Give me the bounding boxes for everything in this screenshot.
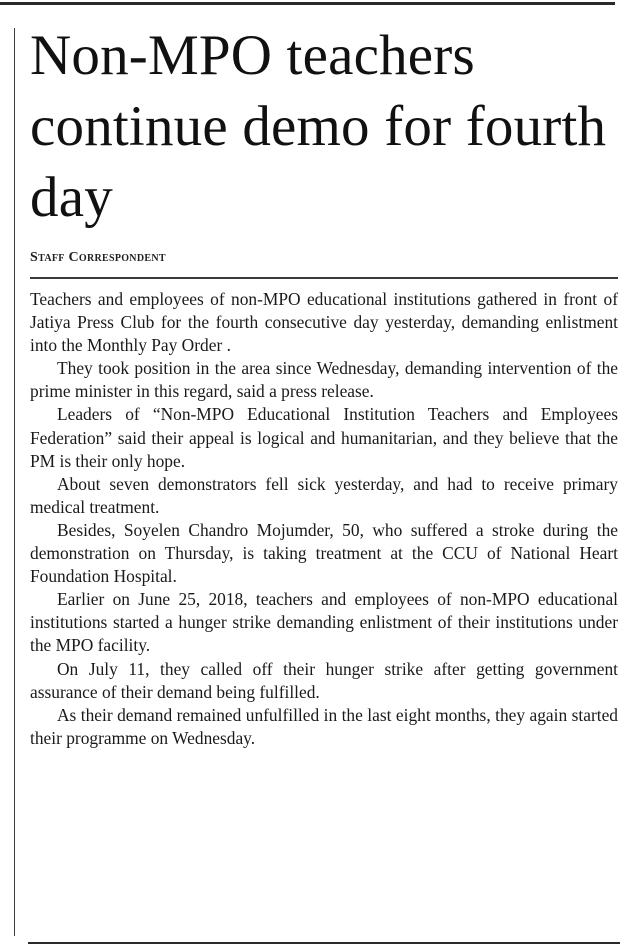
article-paragraph: About seven demonstrators fell sick yesterday, and had to receive primary medical treatment. (30, 473, 618, 517)
article-body (30, 288, 618, 750)
left-column-rule (14, 28, 15, 936)
bottom-column-rule (28, 942, 620, 944)
news-article (30, 20, 618, 750)
article-paragraph: Teachers and employees of non-MPO educational institutions gathered in front of Jatiya Press Club for the fourth consecutive day yesterday, demanding enlistment into the Monthly Pay Order . (30, 289, 618, 356)
article-byline: Staff Correspondent (30, 250, 166, 265)
article-headline: Non-MPO teachers continue demo for fourth day (30, 24, 607, 229)
article-paragraph: On July 11, they called off their hunger strike after getting government assurance of their demand being fulfilled. (30, 658, 618, 702)
article-paragraph: Earlier on June 25, 2018, teachers and employees of non-MPO educational institutions started a hunger strike demanding enlistment of their institutions under the MPO facility. (30, 589, 618, 656)
article-paragraph: Besides, Soyelen Chandro Mojumder, 50, who suffered a stroke during the demonstration on Thursday, is taking treatment at the CCU of National Heart Foundation Hospital. (30, 519, 618, 587)
article-paragraph: Leaders of “Non-MPO Educational Institution Teachers and Employees Federation” said their appeal is logical and humanitarian, and they believe that the PM is their only hope. (30, 404, 618, 471)
top-column-rule (0, 2, 615, 5)
article-paragraph: They took position in the area since Wednesday, demanding intervention of the prime minister in this regard, said a press release. (30, 358, 618, 402)
article-paragraph: As their demand remained unfulfilled in the last eight months, they again started their programme on Wednesday. (30, 704, 618, 748)
byline-divider (30, 277, 618, 279)
